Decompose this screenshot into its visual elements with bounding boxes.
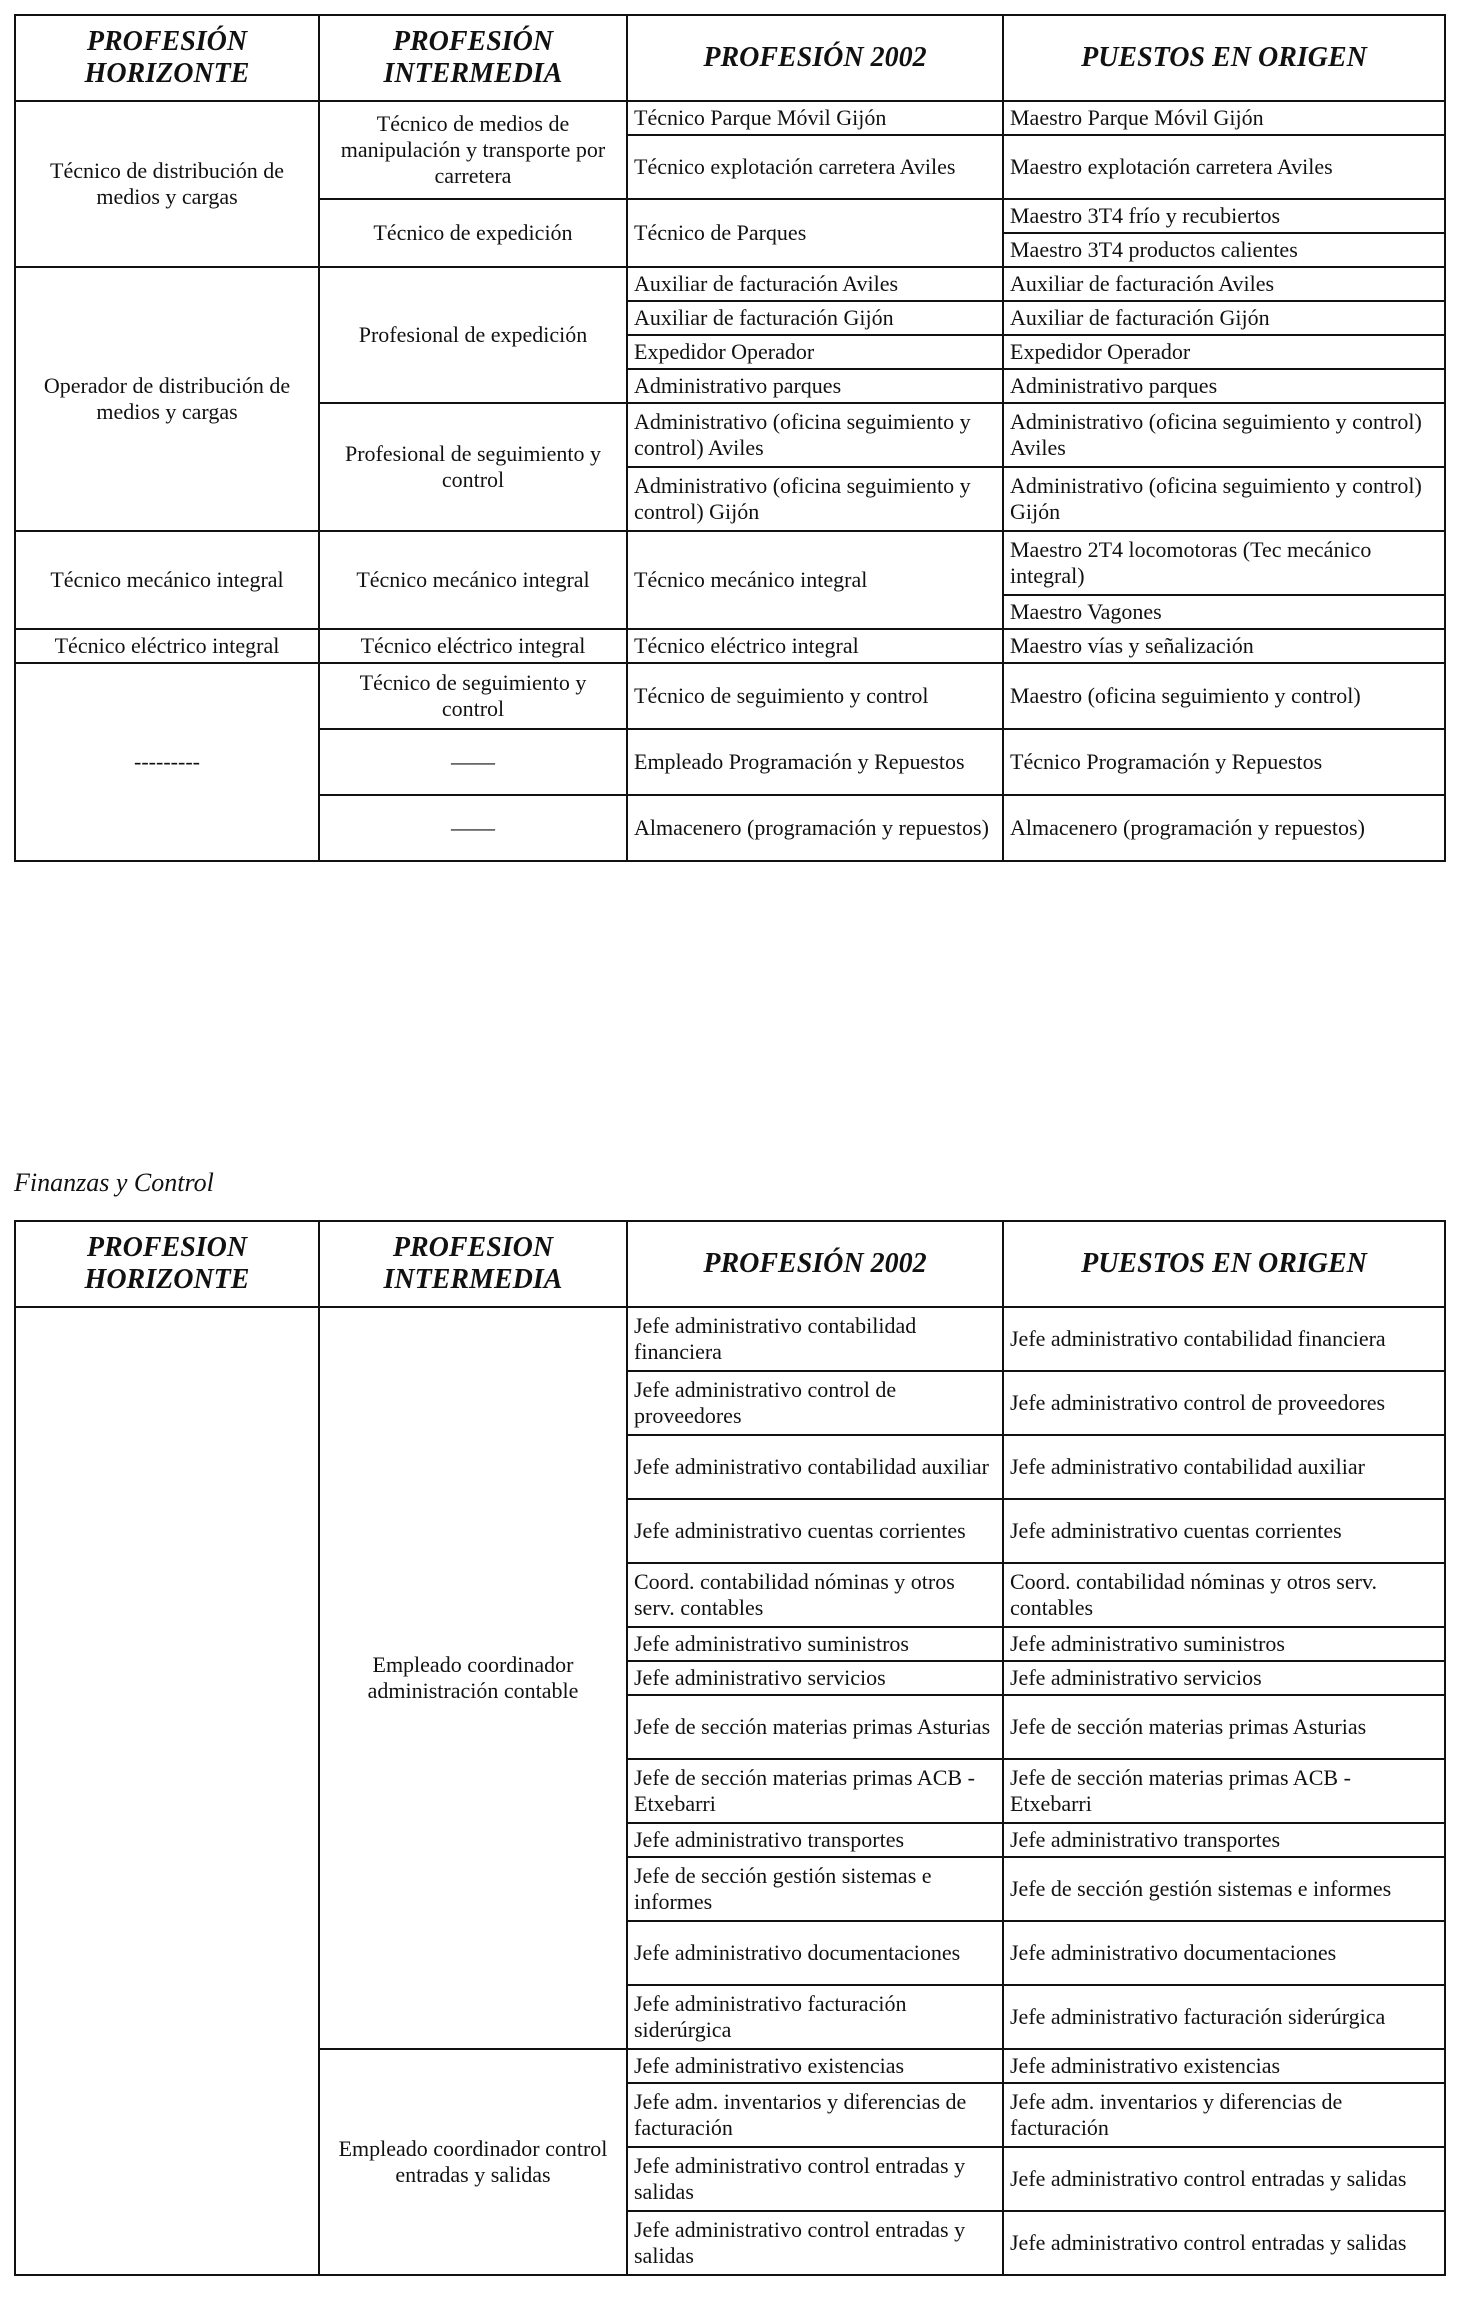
header-intermedia: PROFESION INTERMEDIA: [319, 1221, 627, 1307]
cell-2002: Jefe adm. inventarios y diferencias de facturación: [627, 2083, 1003, 2147]
cell-origen: Maestro (oficina seguimiento y control): [1003, 663, 1445, 729]
cell-2002: Técnico de Parques: [627, 199, 1003, 267]
cell-2002: Auxiliar de facturación Aviles: [627, 267, 1003, 301]
cell-horizonte: Operador de distribución de medios y cargas: [15, 267, 319, 531]
cell-origen: Jefe de sección materias primas ACB - Etxebarri: [1003, 1759, 1445, 1823]
header-origen: PUESTOS EN ORIGEN: [1003, 15, 1445, 101]
profession-mapping-table-2: [14, 1220, 1446, 2276]
cell-origen: Jefe administrativo transportes: [1003, 1823, 1445, 1857]
header-origen: PUESTOS EN ORIGEN: [1003, 1221, 1445, 1307]
cell-2002: Administrativo parques: [627, 369, 1003, 403]
cell-2002: Técnico explotación carretera Aviles: [627, 135, 1003, 199]
cell-intermedia: Técnico mecánico integral: [319, 531, 627, 629]
cell-origen: Administrativo parques: [1003, 369, 1445, 403]
cell-origen: Administrativo (oficina seguimiento y control) Gijón: [1003, 467, 1445, 531]
cell-origen: Maestro explotación carretera Aviles: [1003, 135, 1445, 199]
cell-2002: Jefe administrativo contabilidad auxiliar: [627, 1435, 1003, 1499]
header-horizonte: PROFESION HORIZONTE: [15, 1221, 319, 1307]
cell-origen: Auxiliar de facturación Gijón: [1003, 301, 1445, 335]
cell-2002: Administrativo (oficina seguimiento y control) Gijón: [627, 467, 1003, 531]
cell-origen: Jefe administrativo control entradas y salidas: [1003, 2211, 1445, 2275]
cell-2002: Jefe administrativo documentaciones: [627, 1921, 1003, 1985]
cell-2002: Jefe administrativo cuentas corrientes: [627, 1499, 1003, 1563]
cell-origen: Jefe administrativo contabilidad auxiliar: [1003, 1435, 1445, 1499]
cell-intermedia: Empleado coordinador control entradas y salidas: [319, 2049, 627, 2275]
cell-horizonte: [15, 1307, 319, 2275]
cell-2002: Almacenero (programación y repuestos): [627, 795, 1003, 861]
cell-2002: Coord. contabilidad nóminas y otros serv. contables: [627, 1563, 1003, 1627]
cell-origen: Expedidor Operador: [1003, 335, 1445, 369]
cell-2002: Jefe de sección materias primas Asturias: [627, 1695, 1003, 1759]
table-row: [15, 629, 1445, 663]
header-horizonte: PROFESIÓN HORIZONTE: [15, 15, 319, 101]
cell-intermedia: Profesional de seguimiento y control: [319, 403, 627, 531]
cell-intermedia: Técnico de expedición: [319, 199, 627, 267]
cell-2002: Expedidor Operador: [627, 335, 1003, 369]
cell-origen: Almacenero (programación y repuestos): [1003, 795, 1445, 861]
cell-origen: Jefe administrativo control de proveedores: [1003, 1371, 1445, 1435]
cell-2002: Jefe administrativo control de proveedores: [627, 1371, 1003, 1435]
cell-2002: Jefe de sección gestión sistemas e informes: [627, 1857, 1003, 1921]
cell-origen: Jefe administrativo existencias: [1003, 2049, 1445, 2083]
cell-horizonte: Técnico mecánico integral: [15, 531, 319, 629]
cell-origen: Jefe administrativo contabilidad financiera: [1003, 1307, 1445, 1371]
table-row: [15, 101, 1445, 135]
cell-origen: Jefe de sección gestión sistemas e informes: [1003, 1857, 1445, 1921]
cell-2002: Jefe de sección materias primas ACB - Etxebarri: [627, 1759, 1003, 1823]
cell-intermedia: Técnico de seguimiento y control: [319, 663, 627, 729]
cell-2002: Técnico mecánico integral: [627, 531, 1003, 629]
cell-2002: Jefe administrativo contabilidad financiera: [627, 1307, 1003, 1371]
header-intermedia: PROFESIÓN INTERMEDIA: [319, 15, 627, 101]
cell-horizonte: Técnico de distribución de medios y cargas: [15, 101, 319, 267]
cell-2002: Empleado Programación y Repuestos: [627, 729, 1003, 795]
cell-origen: Jefe administrativo facturación siderúrgica: [1003, 1985, 1445, 2049]
cell-origen: Maestro Parque Móvil Gijón: [1003, 101, 1445, 135]
header-2002: PROFESIÓN 2002: [627, 15, 1003, 101]
cell-origen: Jefe administrativo documentaciones: [1003, 1921, 1445, 1985]
profession-mapping-table-1: [14, 14, 1446, 862]
table-row: [15, 267, 1445, 301]
cell-intermedia: Técnico eléctrico integral: [319, 629, 627, 663]
cell-origen: Jefe administrativo control entradas y salidas: [1003, 2147, 1445, 2211]
cell-origen: Auxiliar de facturación Aviles: [1003, 267, 1445, 301]
cell-origen: Maestro Vagones: [1003, 595, 1445, 629]
cell-origen: Maestro vías y señalización: [1003, 629, 1445, 663]
cell-intermedia: Profesional de expedición: [319, 267, 627, 403]
cell-2002: Jefe administrativo control entradas y salidas: [627, 2147, 1003, 2211]
table-row: [15, 663, 1445, 729]
cell-origen: Técnico Programación y Repuestos: [1003, 729, 1445, 795]
cell-origen: Jefe de sección materias primas Asturias: [1003, 1695, 1445, 1759]
cell-horizonte: ---------: [15, 663, 319, 861]
cell-2002: Técnico Parque Móvil Gijón: [627, 101, 1003, 135]
section-label: Finanzas y Control: [14, 1168, 214, 1197]
table-header-row: [15, 15, 1445, 101]
cell-origen: Maestro 3T4 frío y recubiertos: [1003, 199, 1445, 233]
header-2002: PROFESIÓN 2002: [627, 1221, 1003, 1307]
cell-origen: Coord. contabilidad nóminas y otros serv. contables: [1003, 1563, 1445, 1627]
cell-2002: Jefe administrativo suministros: [627, 1627, 1003, 1661]
table-header-row: [15, 1221, 1445, 1307]
cell-origen: Jefe adm. inventarios y diferencias de facturación: [1003, 2083, 1445, 2147]
cell-origen: Jefe administrativo suministros: [1003, 1627, 1445, 1661]
cell-origen: Administrativo (oficina seguimiento y control) Aviles: [1003, 403, 1445, 467]
cell-2002: Técnico de seguimiento y control: [627, 663, 1003, 729]
cell-intermedia: Empleado coordinador administración contable: [319, 1307, 627, 2049]
cell-2002: Auxiliar de facturación Gijón: [627, 301, 1003, 335]
cell-2002: Jefe administrativo transportes: [627, 1823, 1003, 1857]
cell-origen: Jefe administrativo cuentas corrientes: [1003, 1499, 1445, 1563]
cell-origen: Maestro 2T4 locomotoras (Tec mecánico integral): [1003, 531, 1445, 595]
cell-2002: Jefe administrativo control entradas y salidas: [627, 2211, 1003, 2275]
cell-intermedia: ——: [319, 795, 627, 861]
table-row: [15, 531, 1445, 595]
cell-2002: Administrativo (oficina seguimiento y control) Aviles: [627, 403, 1003, 467]
cell-origen: Jefe administrativo servicios: [1003, 1661, 1445, 1695]
cell-2002: Técnico eléctrico integral: [627, 629, 1003, 663]
cell-origen: Maestro 3T4 productos calientes: [1003, 233, 1445, 267]
cell-2002: Jefe administrativo facturación siderúrgica: [627, 1985, 1003, 2049]
cell-2002: Jefe administrativo existencias: [627, 2049, 1003, 2083]
cell-horizonte: Técnico eléctrico integral: [15, 629, 319, 663]
cell-2002: Jefe administrativo servicios: [627, 1661, 1003, 1695]
table-row: [15, 1307, 1445, 1371]
cell-intermedia: ——: [319, 729, 627, 795]
cell-intermedia: Técnico de medios de manipulación y transporte por carretera: [319, 101, 627, 199]
